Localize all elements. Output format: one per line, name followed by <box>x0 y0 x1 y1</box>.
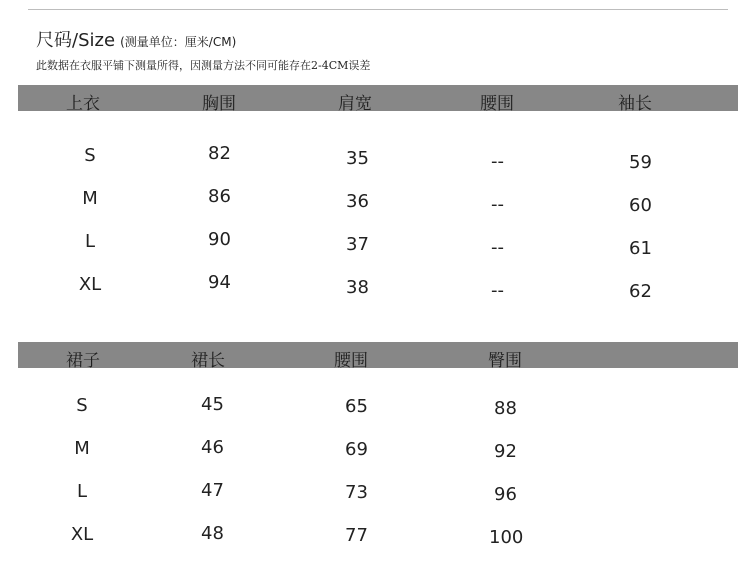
table-cell: 77 <box>345 525 368 546</box>
header-cell: 肩宽 <box>338 94 372 114</box>
table-cell: 100 <box>489 527 524 548</box>
table-cell: 92 <box>494 441 517 462</box>
header-cell: 裙长 <box>191 351 225 371</box>
table-cell: 59 <box>629 152 652 173</box>
table-cell: 35 <box>346 148 369 169</box>
table-cell: 94 <box>208 272 231 293</box>
measurement-note: 此数据在衣服平铺下测量所得，因测量方法不同可能存在2-4CM误差 <box>36 59 371 72</box>
table-cell: 82 <box>208 143 231 164</box>
header-cell: 腰围 <box>480 94 514 114</box>
table-cell: 65 <box>345 396 368 417</box>
table-cell: -- <box>491 237 504 258</box>
table-cell: 47 <box>201 480 224 501</box>
header-cell: 腰围 <box>334 351 368 371</box>
table-cell: 46 <box>201 437 224 458</box>
table-cell: L <box>76 481 88 502</box>
header-cell: 胸围 <box>202 94 236 114</box>
table-cell: 88 <box>494 398 517 419</box>
table-cell: M <box>82 188 98 209</box>
header-cell: 臀围 <box>488 351 522 371</box>
table-cell: 38 <box>346 277 369 298</box>
table-cell: -- <box>491 151 504 172</box>
table-cell: 96 <box>494 484 517 505</box>
table-cell: XL <box>78 274 102 295</box>
table-cell: 60 <box>629 195 652 216</box>
table-cell: M <box>74 438 90 459</box>
table-cell: -- <box>491 280 504 301</box>
title-main: 尺码/Size <box>36 30 116 51</box>
header-cell: 上衣 <box>66 94 100 114</box>
top-divider <box>28 9 728 10</box>
table-cell: XL <box>70 524 94 545</box>
table-cell: -- <box>491 194 504 215</box>
title-unit: (测量单位：厘米/CM) <box>120 35 237 49</box>
table-cell: L <box>84 231 96 252</box>
top-table-header <box>18 85 738 114</box>
header-cell: 裙子 <box>66 351 100 371</box>
table-cell: 69 <box>345 439 368 460</box>
table-cell: 45 <box>201 394 224 415</box>
table-cell: 61 <box>629 238 652 259</box>
table-cell: 86 <box>208 186 231 207</box>
page-title <box>36 26 236 52</box>
table-cell: 73 <box>345 482 368 503</box>
skirt-table-header <box>18 342 738 371</box>
table-cell: 37 <box>346 234 369 255</box>
table-cell: 48 <box>201 523 224 544</box>
table-cell: S <box>84 145 96 166</box>
header-cell: 袖长 <box>618 94 652 114</box>
table-cell: 36 <box>346 191 369 212</box>
table-cell: 90 <box>208 229 231 250</box>
table-cell: S <box>76 395 88 416</box>
table-cell: 62 <box>629 281 652 302</box>
